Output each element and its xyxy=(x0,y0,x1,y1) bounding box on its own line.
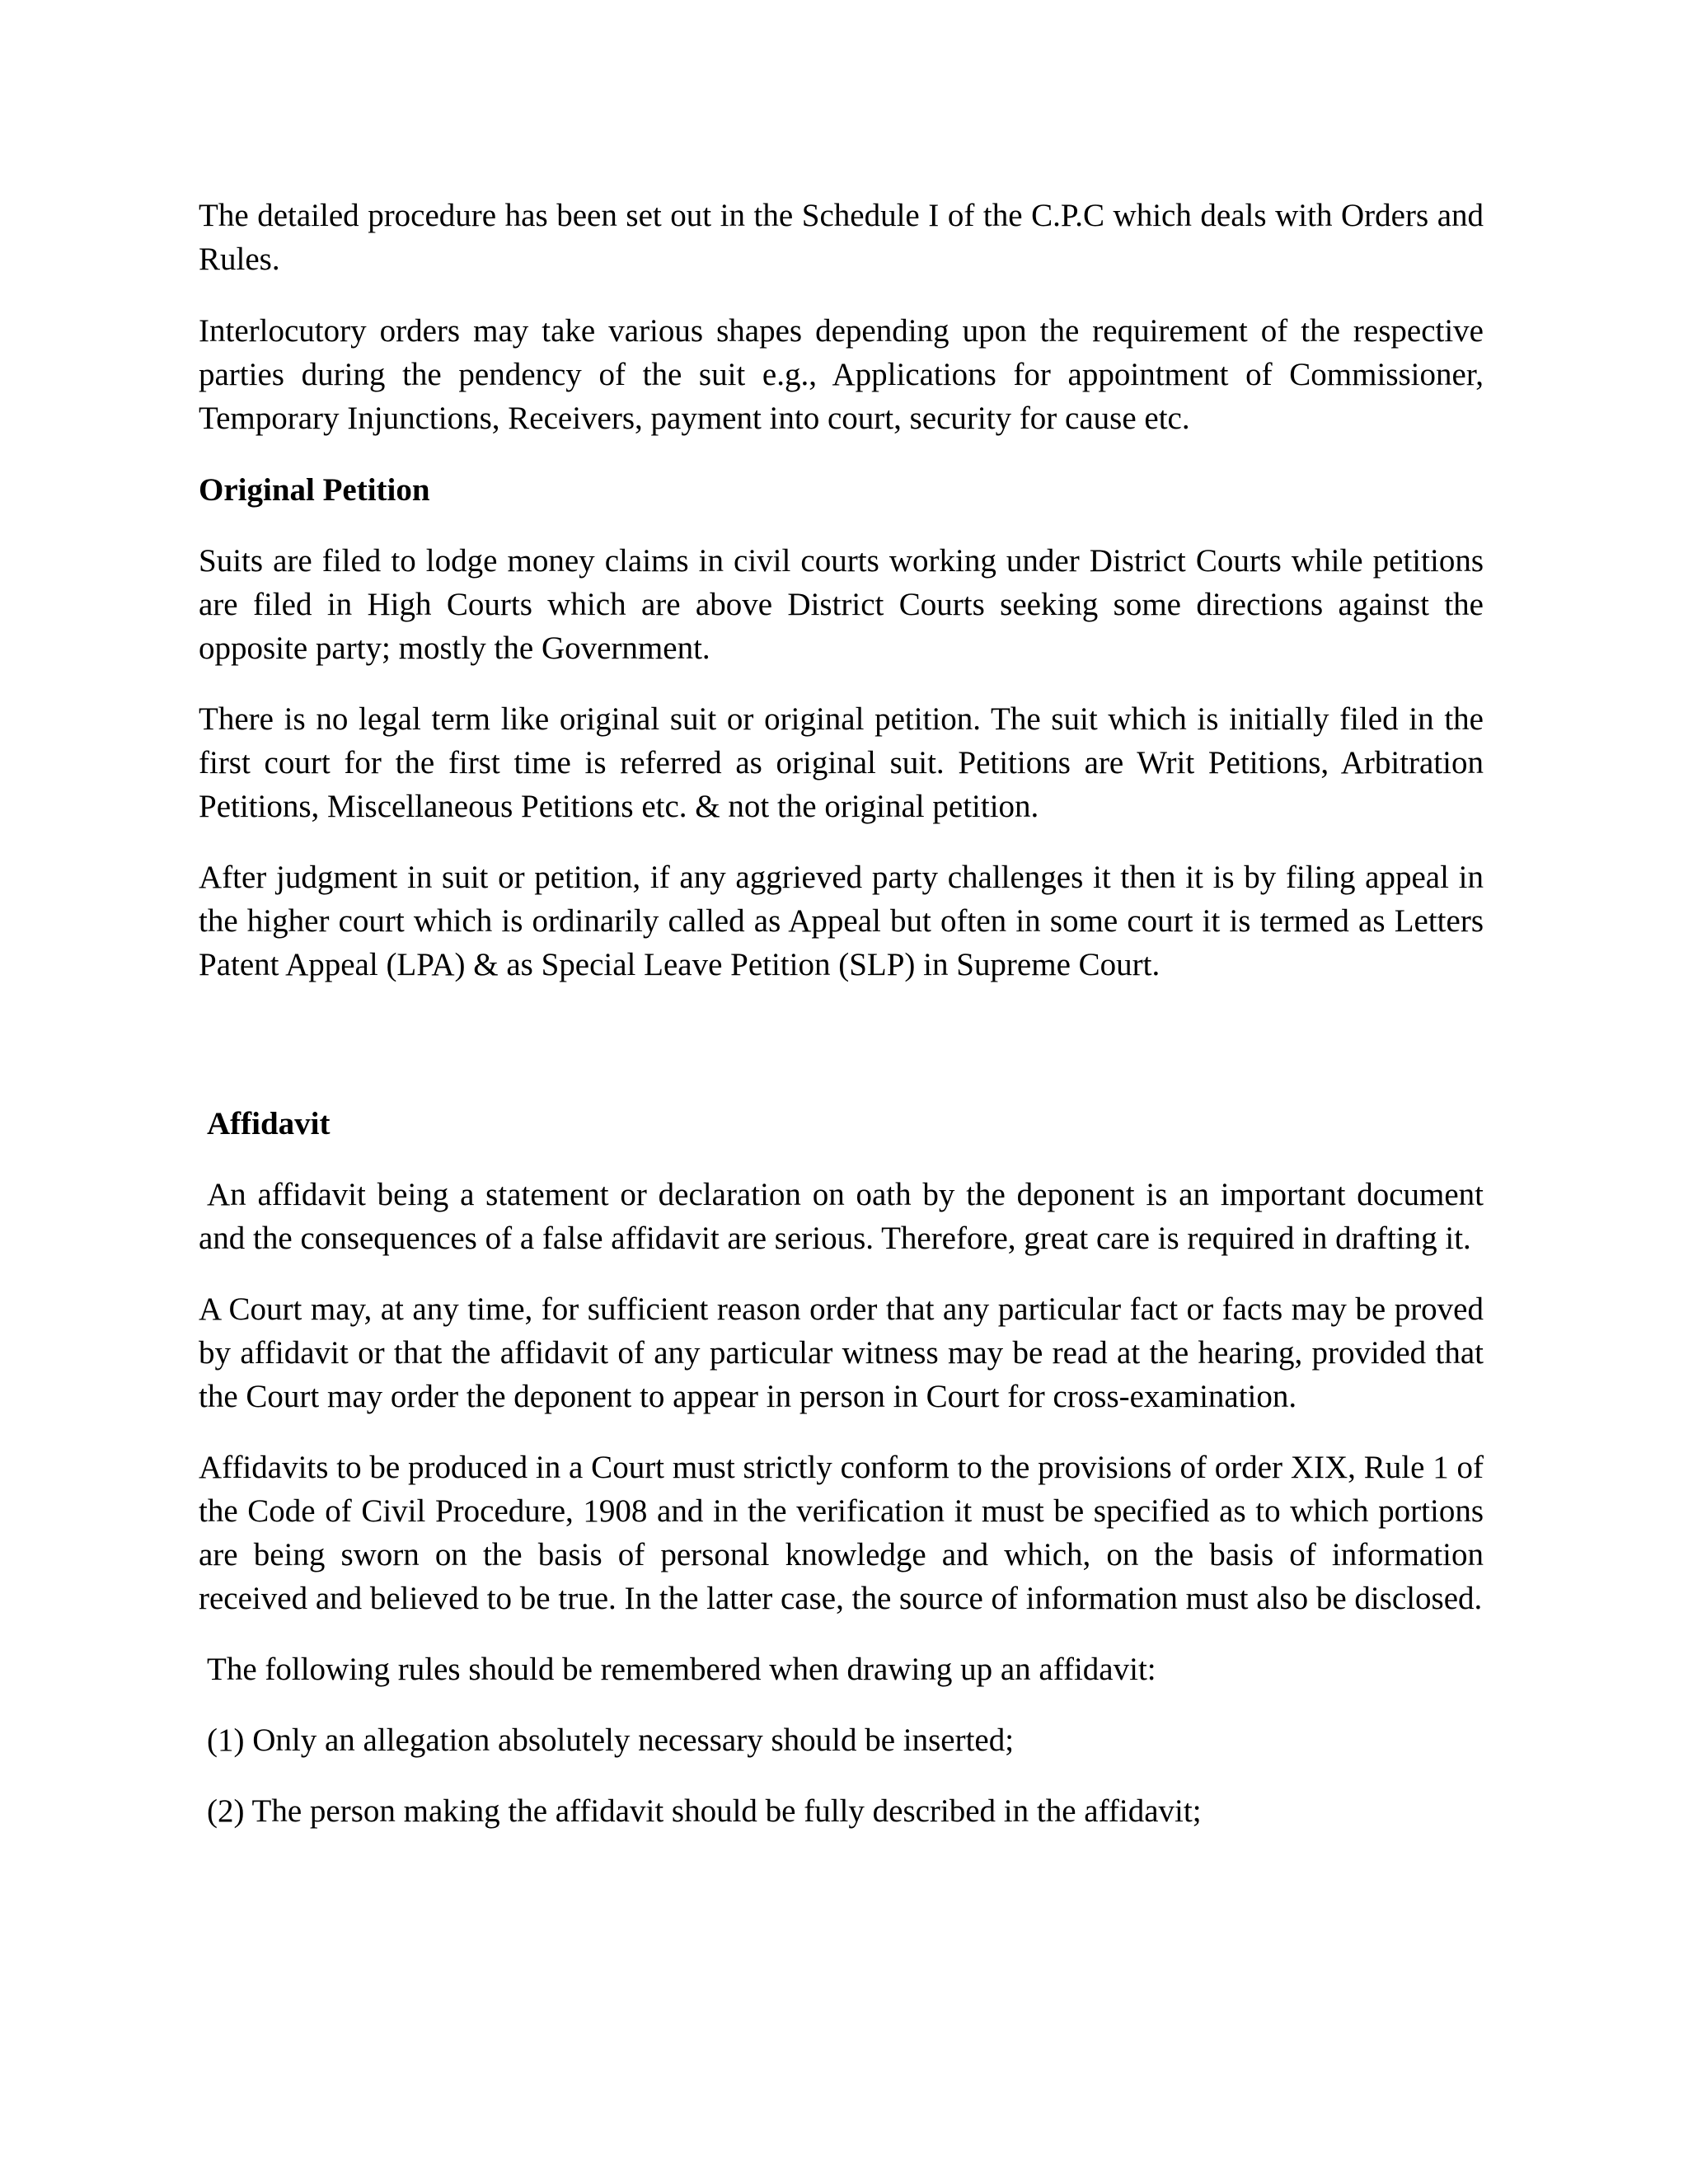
paragraph-affidavit-definition: An affidavit being a statement or declaration on oath by the deponent is an important document and the consequences of a false affidavit are serious. Therefore, great care is required in drafting it. xyxy=(199,1177,1484,1256)
paragraph-suits-filed: Suits are filed to lodge money claims in civil courts working under District Courts while petitions are filed in High Courts which are above District Courts seeking some directions against the opposite party; mostly the Government. xyxy=(199,543,1484,666)
paragraph-interlocutory-orders: Interlocutory orders may take various shapes depending upon the requirement of the respective parties during the pendency of the suit e.g., Applications for appointment of Commissioner, Temporary Injunctions, Receivers, payment into court, security for cause etc. xyxy=(199,313,1484,436)
paragraph-affidavits-conform: Affidavits to be produced in a Court must strictly conform to the provisions of order XIX, Rule 1 of the Code of Civil Procedure, 1908 and in the verification it must be specified as to which portions are being sworn on the basis of personal knowledge and which, on the basis of information received and believed to be true. In the latter case, the source of information must also be disclosed. xyxy=(199,1450,1484,1616)
list-item-rule-1: (1) Only an allegation absolutely necessary should be inserted; xyxy=(207,1722,1015,1758)
heading-affidavit: Affidavit xyxy=(207,1106,331,1141)
paragraph-rules-intro: The following rules should be remembered when drawing up an affidavit: xyxy=(207,1652,1156,1687)
paragraph-no-legal-term: There is no legal term like original suit or original petition. The suit which is initially filed in the first court for the first time is referred as original suit. Petitions are Writ Petitions, Arbitration Petitions, Miscellaneous Petitions etc. & not the original petition. xyxy=(199,701,1484,824)
list-item-rule-2: (2) The person making the affidavit should be fully described in the affidavit; xyxy=(207,1793,1202,1829)
paragraph-court-may-order: A Court may, at any time, for sufficient reason order that any particular fact or facts may be proved by affidavit or that the affidavit of any particular witness may be read at the hearing, provided that the Court may order the deponent to appear in person in Court for cross-examination. xyxy=(199,1291,1484,1414)
paragraph-after-judgment: After judgment in suit or petition, if any aggrieved party challenges it then it is by filing appeal in the higher court which is ordinarily called as Appeal but often in some court it is termed as Letters Patent Appeal (LPA) & as Special Leave Petition (SLP) in Supreme Court. xyxy=(199,860,1484,982)
paragraph-procedure: The detailed procedure has been set out in the Schedule I of the C.P.C which deals with Orders and Rules. xyxy=(199,198,1484,277)
heading-original-petition: Original Petition xyxy=(199,472,430,508)
document-body xyxy=(199,194,1484,1833)
